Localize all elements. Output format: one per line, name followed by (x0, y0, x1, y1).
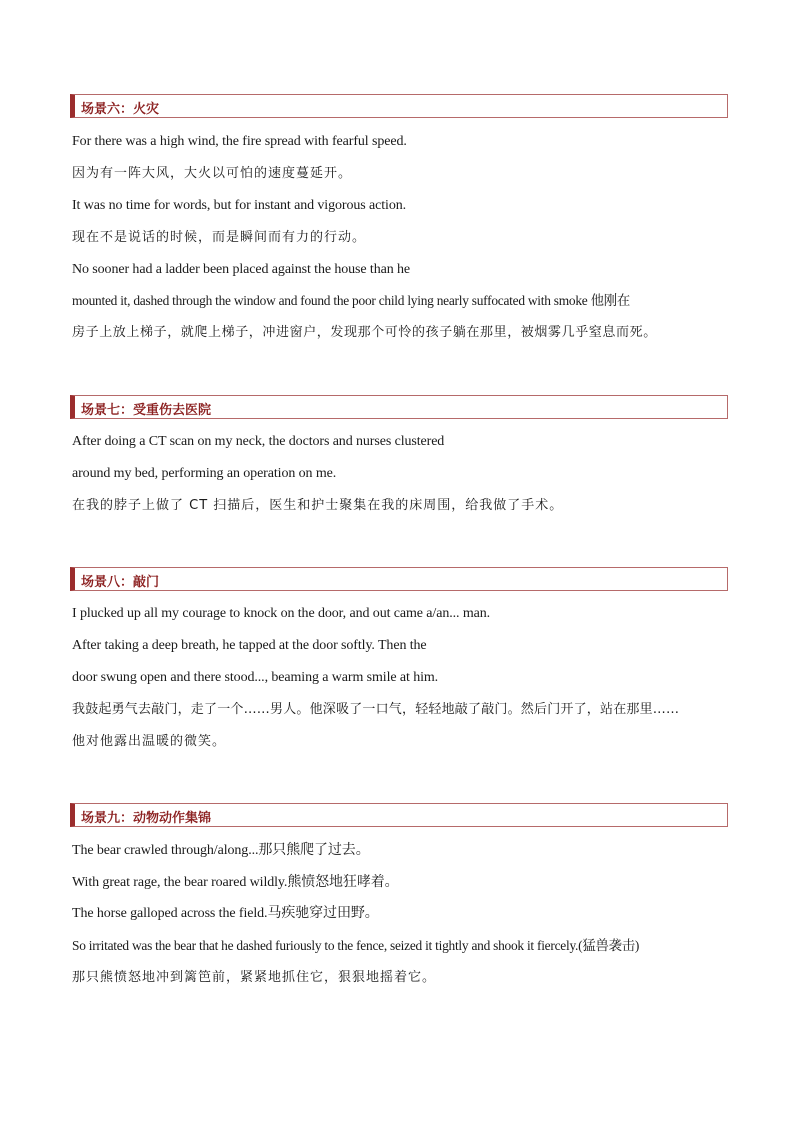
text-line: The horse galloped across the field.马疾驰穿过田野。 (72, 906, 379, 921)
text-line: It was no time for words, but for instant and vigorous action. (72, 198, 407, 213)
text-line: After taking a deep breath, he tapped at the door softly. Then the (72, 638, 427, 653)
text-line: 他对他露出温暖的微笑。 (72, 734, 227, 749)
text-line: 我鼓起勇气去敲门，走了一个……男人。他深吸了一口气，轻轻地敲了敲门。然后门开了，站在那里…… (72, 702, 680, 717)
text-line: door swung open and there stood..., beaming a warm smile at him. (72, 670, 439, 685)
text-line: For there was a high wind, the fire spread with fearful speed. (72, 134, 407, 149)
text-line: 因为有一阵大风，大火以可怕的速度蔓延开。 (72, 166, 353, 181)
text-line: The bear crawled through/along...那只熊爬了过去。 (72, 843, 370, 858)
section-title: 场景八：敲门 (81, 575, 160, 590)
section-title: 场景九：动物动作集锦 (81, 811, 212, 826)
section-header-fire (70, 94, 728, 118)
text-line: 在我的脖子上做了 CT 扫描后，医生和护士聚集在我的床周围，给我做了手术。 (72, 498, 564, 513)
section-header-knock (70, 567, 728, 591)
text-line: No sooner had a ladder been placed against the house than he (72, 262, 411, 277)
section-header-hospital (70, 395, 728, 419)
section-title: 场景六：火灾 (81, 102, 160, 117)
text-line: So irritated was the bear that he dashed furiously to the fence, seized it tightly and shook it fiercely.(猛兽袭击) (72, 938, 640, 953)
text-line: 房子上放上梯子，就爬上梯子，冲进窗户，发现那个可怜的孩子躺在那里，被烟雾几乎窒息而死。 (72, 325, 657, 340)
text-line: 现在不是说话的时候，而是瞬间而有力的行动。 (72, 230, 367, 245)
text-line: around my bed, performing an operation on me. (72, 466, 337, 481)
section-header-animals (70, 803, 728, 827)
section-title: 场景七：受重伤去医院 (81, 403, 212, 418)
text-line: I plucked up all my courage to knock on the door, and out came a/an... man. (72, 606, 491, 621)
text-line: After doing a CT scan on my neck, the doctors and nurses clustered (72, 434, 445, 449)
text-line: 那只熊愤怒地冲到篱笆前，紧紧地抓住它，狠狠地摇着它。 (72, 970, 437, 985)
text-line: With great rage, the bear roared wildly.熊愤怒地狂哮着。 (72, 875, 399, 890)
text-line: mounted it, dashed through the window and found the poor child lying nearly suffocated with smoke 他刚在 (72, 293, 631, 308)
